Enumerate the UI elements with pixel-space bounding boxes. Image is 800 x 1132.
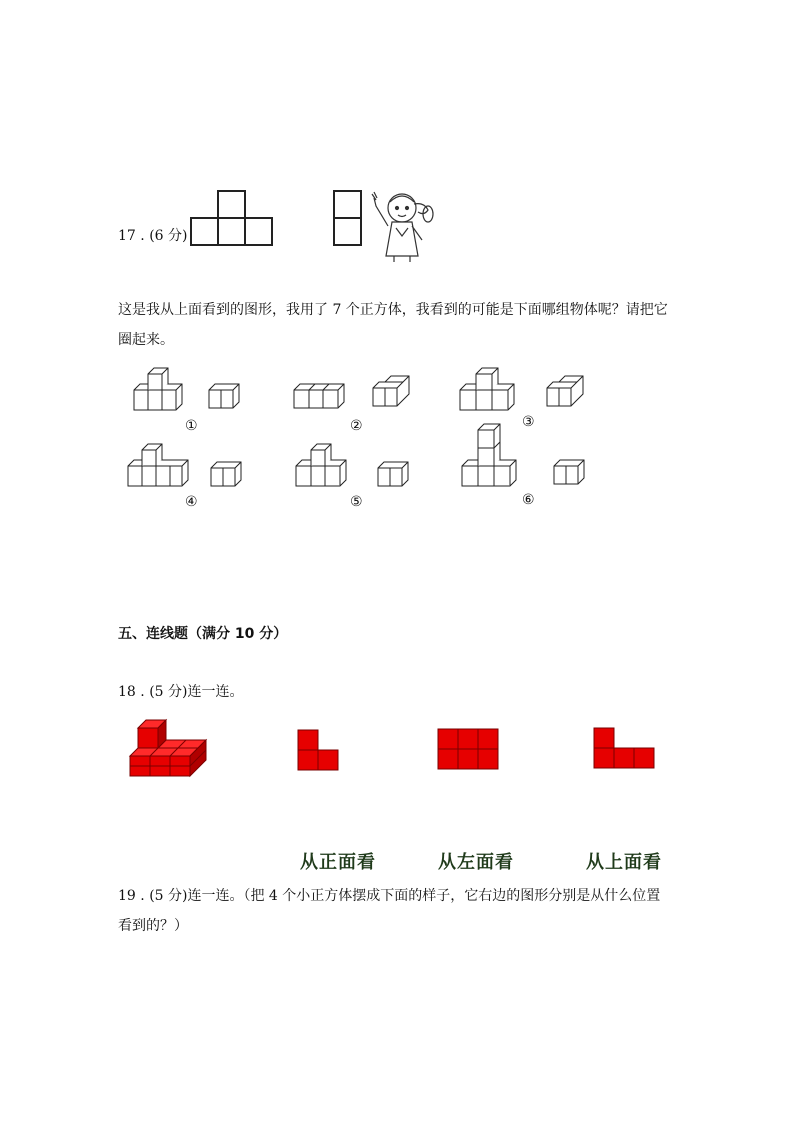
option-6-side-figure bbox=[552, 456, 586, 486]
q17-score: (6 分) bbox=[149, 228, 188, 244]
q17-number: 17 bbox=[118, 228, 136, 244]
cartoon-girl-illustration bbox=[366, 184, 438, 264]
q17-side-view-figure bbox=[333, 190, 363, 246]
q18-number: 18 bbox=[118, 684, 136, 700]
q17-top-view-figure bbox=[190, 190, 275, 246]
q17-header: 17 . (6 分) bbox=[118, 228, 188, 244]
option-5-cube-figure bbox=[294, 448, 350, 488]
option-4-cube-figure bbox=[126, 448, 192, 488]
section-5-heading: 五、连线题（满分 10 分） bbox=[118, 626, 288, 642]
option-6-label: ⑥ bbox=[522, 492, 535, 508]
q17-prompt-line2: 圈起来。 bbox=[118, 332, 174, 348]
option-4-side-figure bbox=[209, 458, 243, 488]
q18-red-view-2 bbox=[437, 728, 499, 772]
view-label-front: 从正面看 bbox=[300, 852, 376, 873]
q18-score: (5 分) bbox=[149, 684, 188, 700]
q18-prompt: 连一连。 bbox=[187, 684, 244, 700]
view-label-top: 从上面看 bbox=[586, 852, 662, 873]
q19-prompt-line2: 看到的？） bbox=[118, 918, 188, 934]
q18-header: 18 . (5 分)连一连。 bbox=[118, 684, 244, 700]
option-5-side-figure bbox=[376, 458, 410, 488]
option-2-label: ② bbox=[350, 418, 363, 434]
q19-header: 19 . (5 分)连一连。（把 4 个小正方体摆成下面的样子，它右边的图形分别是从什么位置 bbox=[118, 888, 661, 904]
option-1-label: ① bbox=[185, 418, 198, 434]
option-5-label: ⑤ bbox=[350, 494, 363, 510]
q19-score: (5 分) bbox=[149, 888, 188, 904]
q18-red-view-3 bbox=[593, 727, 657, 771]
q19-prompt-line1: 连一连。（把 4 个小正方体摆成下面的样子，它右边的图形分别是从什么位置 bbox=[187, 888, 661, 904]
option-3-cube-figure bbox=[458, 372, 518, 412]
option-3-label: ③ bbox=[522, 414, 535, 430]
option-2-side-figure bbox=[371, 376, 411, 410]
q19-number: 19 bbox=[118, 888, 136, 904]
option-4-label: ④ bbox=[185, 494, 198, 510]
q17-prompt-line1: 这是我从上面看到的图形，我用了 7 个正方体，我看到的可能是下面哪组物体呢？请把它 bbox=[118, 302, 668, 318]
option-1-side-figure bbox=[207, 380, 243, 410]
q18-red-cube-solid bbox=[128, 718, 210, 780]
option-2-cube-figure bbox=[292, 380, 348, 410]
view-label-left: 从左面看 bbox=[438, 852, 514, 873]
option-1-cube-figure bbox=[128, 372, 188, 412]
option-3-side-figure bbox=[545, 376, 585, 410]
q18-red-view-1 bbox=[297, 729, 341, 773]
option-6-cube-figure bbox=[460, 430, 520, 488]
